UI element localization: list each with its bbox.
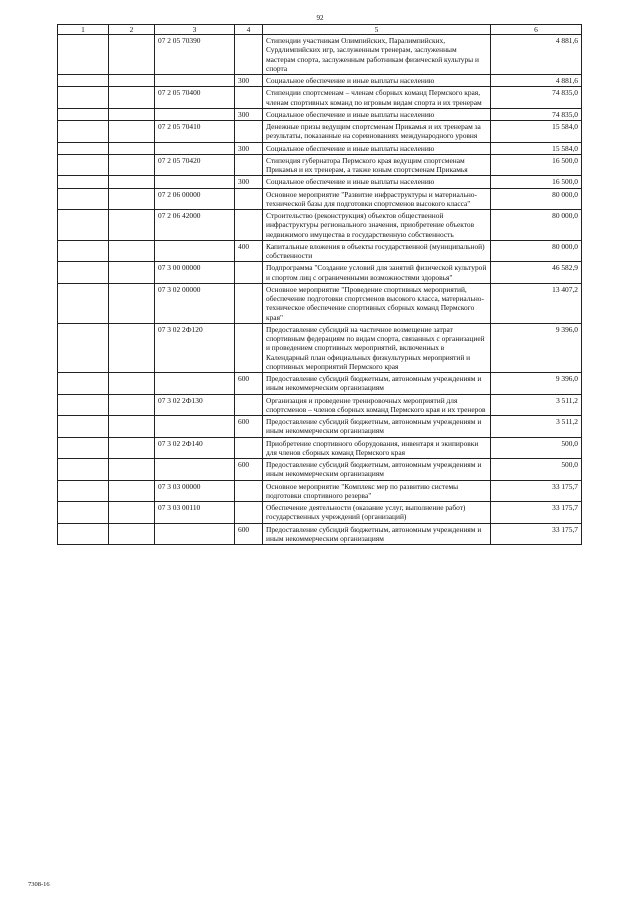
item-name: Социальное обеспечение и иные выплаты населению bbox=[263, 108, 491, 120]
amount: 16 500,0 bbox=[491, 154, 582, 176]
amount: 80 000,0 bbox=[491, 240, 582, 262]
table-row bbox=[58, 210, 582, 241]
target-item-code bbox=[155, 142, 235, 154]
item-name: Предоставление субсидий бюджетным, автономным учреждениям и иным некоммерческим организациям bbox=[263, 459, 491, 481]
expense-type-code bbox=[235, 121, 263, 143]
amount: 15 584,0 bbox=[491, 121, 582, 143]
amount: 3 511,2 bbox=[491, 394, 582, 416]
expense-type-code: 600 bbox=[235, 416, 263, 438]
target-item-code: 07 2 05 70420 bbox=[155, 154, 235, 176]
target-item-code: 07 2 05 70390 bbox=[155, 35, 235, 75]
amount: 33 175,7 bbox=[491, 502, 582, 524]
item-name: Подпрограмма "Создание условий для занятий физической культурой и спортом лиц с ограниченными возможностями здоровья" bbox=[263, 262, 491, 284]
cell-col1 bbox=[58, 437, 109, 459]
amount: 33 175,7 bbox=[491, 480, 582, 502]
cell-col1 bbox=[58, 210, 109, 241]
expense-type-code: 300 bbox=[235, 176, 263, 188]
expense-type-code bbox=[235, 323, 263, 372]
amount: 3 511,2 bbox=[491, 416, 582, 438]
cell-col1 bbox=[58, 262, 109, 284]
table-row bbox=[58, 323, 582, 372]
target-item-code: 07 3 02 2Ф120 bbox=[155, 323, 235, 372]
cell-col1 bbox=[58, 87, 109, 109]
item-name: Обеспечение деятельности (оказание услуг, выполнение работ) государственных учреждений (организаций) bbox=[263, 502, 491, 524]
target-item-code bbox=[155, 459, 235, 481]
target-item-code: 07 2 05 70400 bbox=[155, 87, 235, 109]
table-row bbox=[58, 142, 582, 154]
cell-col1 bbox=[58, 35, 109, 75]
table-row bbox=[58, 176, 582, 188]
item-name: Социальное обеспечение и иные выплаты населению bbox=[263, 142, 491, 154]
amount: 80 000,0 bbox=[491, 210, 582, 241]
target-item-code bbox=[155, 373, 235, 395]
amount: 4 881,6 bbox=[491, 75, 582, 87]
target-item-code: 07 3 02 00000 bbox=[155, 283, 235, 323]
item-name: Стипендии спортсменам – членам сборных команд Пермского края, членам спортивных команд по игровым видам спорта и их тренерам bbox=[263, 87, 491, 109]
table-row bbox=[58, 154, 582, 176]
item-name: Предоставление субсидий на частичное возмещение затрат спортивным федерациям по видам спорта, связанных с организацией и проведением спортивных мероприятий, включенных в Календарный план официальных физкультурных мероприятий и спортивных мероприятий Пермского края bbox=[263, 323, 491, 372]
table-row bbox=[58, 188, 582, 210]
table-row bbox=[58, 502, 582, 524]
cell-col2 bbox=[109, 523, 155, 545]
item-name: Предоставление субсидий бюджетным, автономным учреждениям и иным некоммерческим организациям bbox=[263, 373, 491, 395]
amount: 4 881,6 bbox=[491, 35, 582, 75]
table-row bbox=[58, 373, 582, 395]
item-name: Основное мероприятие "Комплекс мер по развитию системы подготовки спортивного резерва" bbox=[263, 480, 491, 502]
cell-col1 bbox=[58, 75, 109, 87]
target-item-code: 07 2 06 00000 bbox=[155, 188, 235, 210]
cell-col1 bbox=[58, 283, 109, 323]
cell-col2 bbox=[109, 480, 155, 502]
table-row bbox=[58, 437, 582, 459]
expense-type-code bbox=[235, 210, 263, 241]
item-name: Приобретение спортивного оборудования, инвентаря и экипировки для членов сборных команд Пермского края bbox=[263, 437, 491, 459]
cell-col1 bbox=[58, 480, 109, 502]
amount: 500,0 bbox=[491, 459, 582, 481]
column-header: 3 bbox=[155, 25, 235, 35]
expense-type-code: 600 bbox=[235, 459, 263, 481]
target-item-code: 07 3 00 00000 bbox=[155, 262, 235, 284]
item-name: Основное мероприятие "Развитие инфраструктуры и материально-технической базы для подготовки спортсменов высокого класса" bbox=[263, 188, 491, 210]
expense-type-code: 300 bbox=[235, 108, 263, 120]
cell-col2 bbox=[109, 35, 155, 75]
amount: 74 835,0 bbox=[491, 87, 582, 109]
cell-col1 bbox=[58, 108, 109, 120]
target-item-code bbox=[155, 523, 235, 545]
amount: 500,0 bbox=[491, 437, 582, 459]
cell-col1 bbox=[58, 323, 109, 372]
cell-col1 bbox=[58, 373, 109, 395]
column-number-row bbox=[58, 25, 582, 35]
column-header: 6 bbox=[491, 25, 582, 35]
expense-type-code bbox=[235, 480, 263, 502]
column-header: 1 bbox=[58, 25, 109, 35]
cell-col2 bbox=[109, 142, 155, 154]
table-row bbox=[58, 262, 582, 284]
item-name: Организация и проведение тренировочных мероприятий для спортсменов – членов сборных команд Пермского края и их тренеров bbox=[263, 394, 491, 416]
budget-table bbox=[57, 24, 582, 545]
cell-col2 bbox=[109, 188, 155, 210]
footer-code: 7308-16 bbox=[28, 881, 50, 888]
expense-type-code bbox=[235, 262, 263, 284]
cell-col2 bbox=[109, 154, 155, 176]
target-item-code: 07 3 03 00000 bbox=[155, 480, 235, 502]
cell-col2 bbox=[109, 210, 155, 241]
cell-col2 bbox=[109, 75, 155, 87]
cell-col1 bbox=[58, 142, 109, 154]
cell-col2 bbox=[109, 416, 155, 438]
target-item-code bbox=[155, 240, 235, 262]
amount: 74 835,0 bbox=[491, 108, 582, 120]
table-row bbox=[58, 416, 582, 438]
expense-type-code bbox=[235, 394, 263, 416]
target-item-code bbox=[155, 416, 235, 438]
column-header: 5 bbox=[263, 25, 491, 35]
table-row bbox=[58, 394, 582, 416]
expense-type-code bbox=[235, 87, 263, 109]
cell-col2 bbox=[109, 283, 155, 323]
cell-col2 bbox=[109, 459, 155, 481]
cell-col1 bbox=[58, 394, 109, 416]
expense-type-code bbox=[235, 188, 263, 210]
target-item-code: 07 3 02 2Ф140 bbox=[155, 437, 235, 459]
expense-type-code: 300 bbox=[235, 75, 263, 87]
table-row bbox=[58, 480, 582, 502]
cell-col2 bbox=[109, 394, 155, 416]
page-number: 92 bbox=[316, 14, 324, 22]
amount: 9 396,0 bbox=[491, 323, 582, 372]
cell-col2 bbox=[109, 502, 155, 524]
item-name: Социальное обеспечение и иные выплаты населению bbox=[263, 75, 491, 87]
amount: 46 582,9 bbox=[491, 262, 582, 284]
target-item-code: 07 3 02 2Ф130 bbox=[155, 394, 235, 416]
cell-col2 bbox=[109, 373, 155, 395]
expense-type-code bbox=[235, 35, 263, 75]
amount: 15 584,0 bbox=[491, 142, 582, 154]
cell-col2 bbox=[109, 108, 155, 120]
cell-col1 bbox=[58, 416, 109, 438]
table-row bbox=[58, 121, 582, 143]
cell-col1 bbox=[58, 523, 109, 545]
expense-type-code bbox=[235, 437, 263, 459]
table-row bbox=[58, 75, 582, 87]
item-name: Строительство (реконструкция) объектов общественной инфраструктуры регионального значения, приобретение объектов недвижимого имущества в государственную собственность bbox=[263, 210, 491, 241]
target-item-code bbox=[155, 176, 235, 188]
cell-col2 bbox=[109, 121, 155, 143]
item-name: Предоставление субсидий бюджетным, автономным учреждениям и иным некоммерческим организациям bbox=[263, 416, 491, 438]
amount: 13 407,2 bbox=[491, 283, 582, 323]
table-row bbox=[58, 35, 582, 75]
expense-type-code: 300 bbox=[235, 142, 263, 154]
cell-col2 bbox=[109, 87, 155, 109]
target-item-code: 07 3 03 00110 bbox=[155, 502, 235, 524]
expense-type-code bbox=[235, 283, 263, 323]
cell-col2 bbox=[109, 240, 155, 262]
cell-col2 bbox=[109, 262, 155, 284]
cell-col1 bbox=[58, 459, 109, 481]
expense-type-code: 400 bbox=[235, 240, 263, 262]
cell-col1 bbox=[58, 176, 109, 188]
table-row bbox=[58, 523, 582, 545]
item-name: Денежные призы ведущим спортсменам Прикамья и их тренерам за результаты, показанные на соревнованиях международного уровня bbox=[263, 121, 491, 143]
column-header: 4 bbox=[235, 25, 263, 35]
cell-col2 bbox=[109, 437, 155, 459]
cell-col1 bbox=[58, 240, 109, 262]
item-name: Основное мероприятие "Проведение спортивных мероприятий, обеспечение подготовки спортсменов высокого класса, материально-техническое обеспечение спортивных сборных команд Пермского края" bbox=[263, 283, 491, 323]
target-item-code bbox=[155, 75, 235, 87]
expense-type-code: 600 bbox=[235, 373, 263, 395]
cell-col1 bbox=[58, 121, 109, 143]
column-header: 2 bbox=[109, 25, 155, 35]
table-row bbox=[58, 283, 582, 323]
expense-type-code bbox=[235, 502, 263, 524]
expense-type-code: 600 bbox=[235, 523, 263, 545]
amount: 9 396,0 bbox=[491, 373, 582, 395]
amount: 80 000,0 bbox=[491, 188, 582, 210]
cell-col1 bbox=[58, 188, 109, 210]
target-item-code bbox=[155, 108, 235, 120]
cell-col2 bbox=[109, 176, 155, 188]
item-name: Стипендии участникам Олимпийских, Паралимпийских, Сурдлимпийских игр, заслуженным тренерам, заслуженным мастерам спорта, заслуженным работникам физической культуры и спорта bbox=[263, 35, 491, 75]
item-name: Предоставление субсидий бюджетным, автономным учреждениям и иным некоммерческим организациям bbox=[263, 523, 491, 545]
amount: 16 500,0 bbox=[491, 176, 582, 188]
table-row bbox=[58, 87, 582, 109]
table-row bbox=[58, 459, 582, 481]
cell-col1 bbox=[58, 502, 109, 524]
cell-col2 bbox=[109, 323, 155, 372]
expense-type-code bbox=[235, 154, 263, 176]
table-row bbox=[58, 108, 582, 120]
item-name: Стипендия губернатора Пермского края ведущим спортсменам Прикамья и их тренерам, а также юным спортсменам Прикамья bbox=[263, 154, 491, 176]
target-item-code: 07 2 05 70410 bbox=[155, 121, 235, 143]
amount: 33 175,7 bbox=[491, 523, 582, 545]
cell-col1 bbox=[58, 154, 109, 176]
item-name: Социальное обеспечение и иные выплаты населению bbox=[263, 176, 491, 188]
table-row bbox=[58, 240, 582, 262]
target-item-code: 07 2 06 42000 bbox=[155, 210, 235, 241]
item-name: Капитальные вложения в объекты государственной (муниципальной) собственности bbox=[263, 240, 491, 262]
